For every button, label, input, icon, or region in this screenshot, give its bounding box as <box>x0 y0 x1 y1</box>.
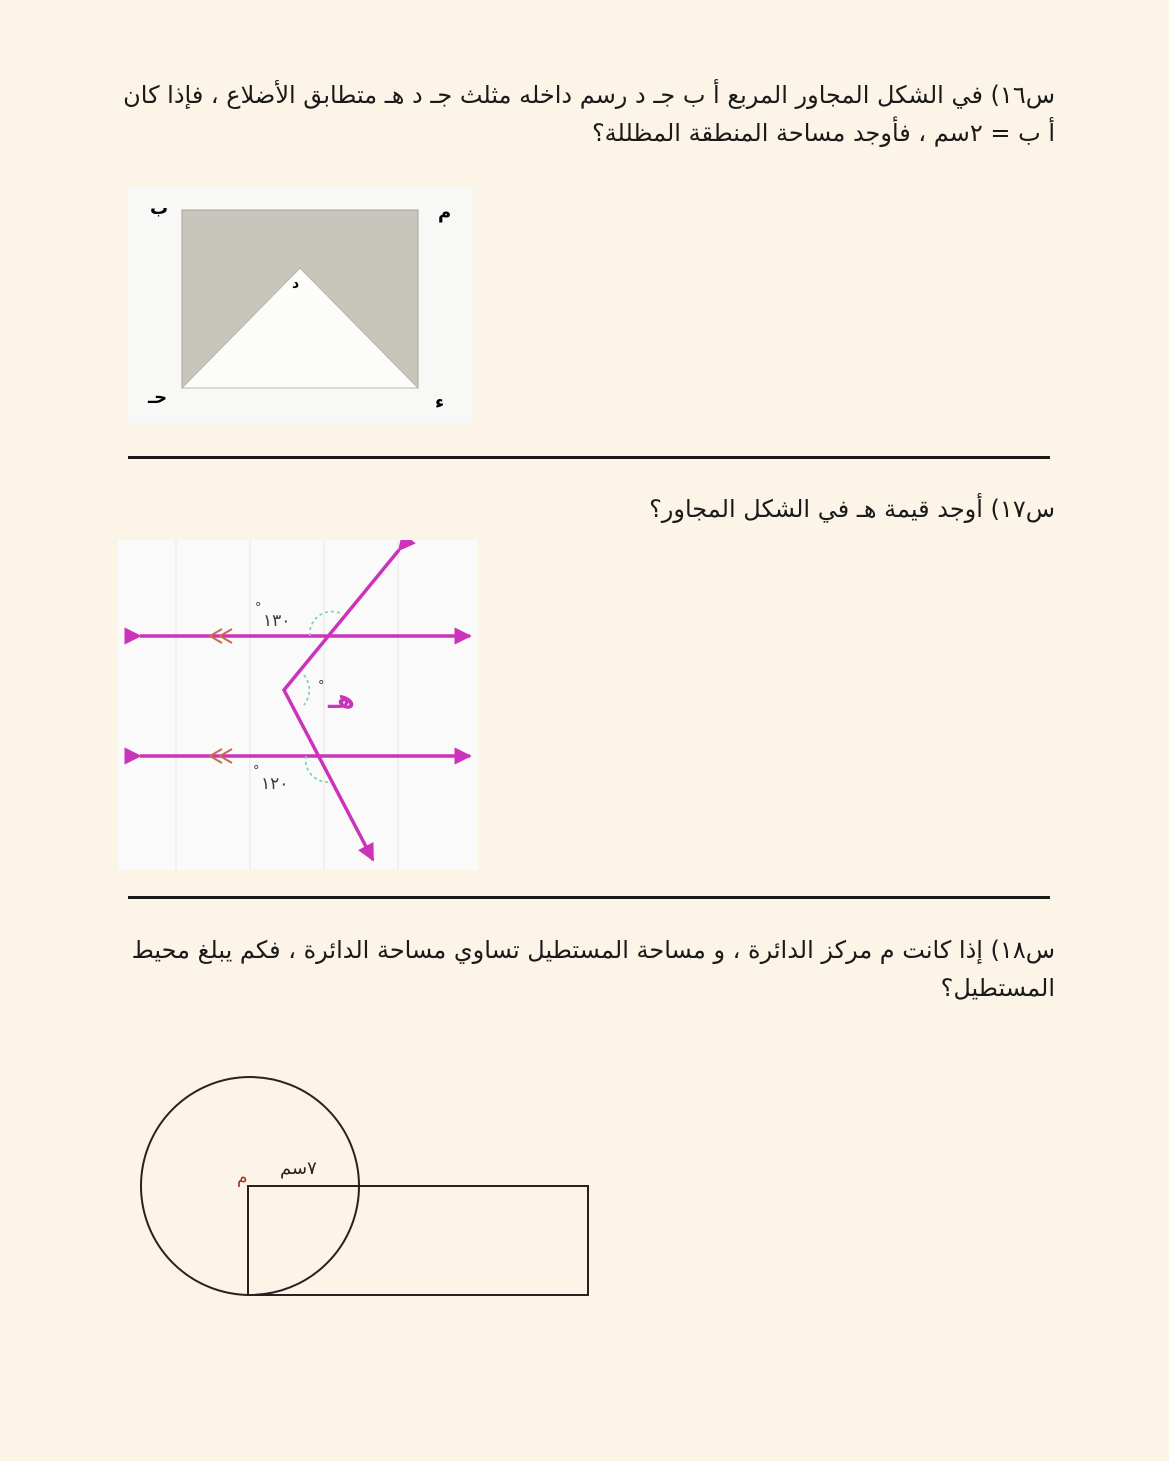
degree-top: ° <box>255 601 262 616</box>
angle-label-top: ١٣٠ <box>263 611 291 631</box>
degree-unknown: ° <box>318 679 325 694</box>
question-17-text: س١٧) أوجد قيمة هـ في الشكل المجاور؟ <box>649 495 1055 523</box>
figure-circle-rectangle <box>130 1065 600 1310</box>
figure-parallel-lines <box>118 540 478 870</box>
center-label: م <box>237 1168 248 1188</box>
figure-square-triangle <box>128 188 473 423</box>
degree-bottom: ° <box>253 764 260 779</box>
angle-label-bottom: ١٢٠ <box>261 774 289 794</box>
label-corner-bl: حـ <box>148 387 168 408</box>
section-divider <box>128 456 1050 459</box>
question-18-text: س١٨) إذا كانت م مركز الدائرة ، و مساحة المستطيل تساوي مساحة الدائرة ، فكم يبلغ محيط المستطيل؟ <box>131 936 1055 1002</box>
unknown-angle-label: هـ <box>328 685 355 715</box>
section-divider <box>128 896 1050 899</box>
label-corner-tl: ب <box>150 198 169 219</box>
question-16-text: س١٦) في الشكل المجاور المربع أ ب جـ د رسم داخله مثلث جـ د هـ متطابق الأضلاع ، فإذا كان أ ب = ٢سم ، فأوجد مساحة المنطقة المظللة؟ <box>123 81 1055 147</box>
label-corner-br: ء <box>435 392 445 413</box>
label-apex: د <box>292 276 300 292</box>
rectangle <box>248 1186 588 1295</box>
label-corner-tr: م <box>438 202 452 223</box>
radius-label: ٧سم <box>280 1158 317 1179</box>
